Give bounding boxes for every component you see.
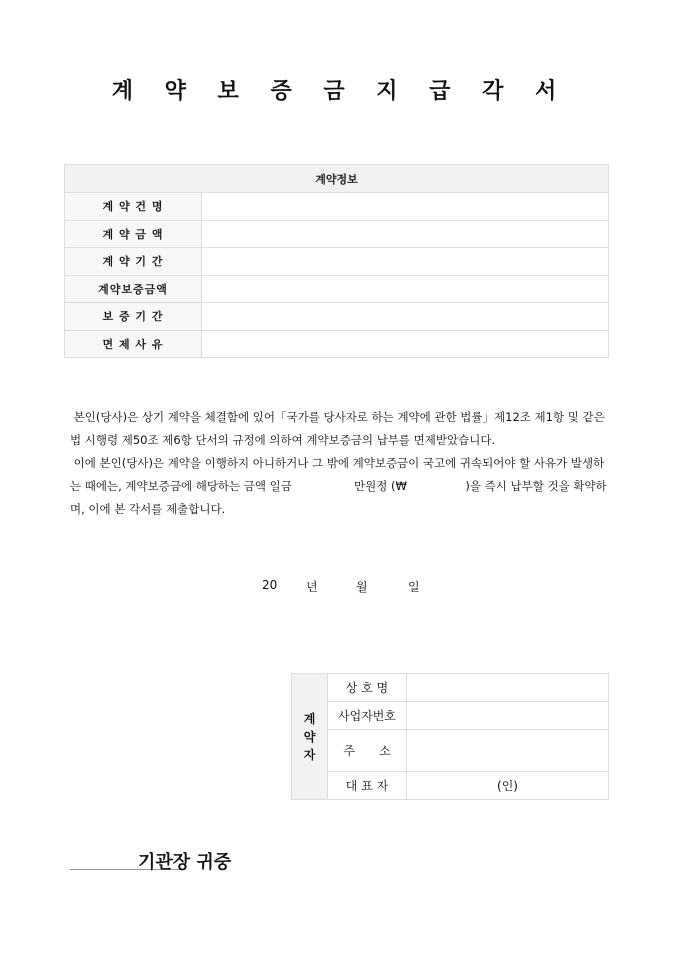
date-year: 년 [306,580,318,594]
row-label: 대 표 자 [328,772,407,800]
date-year-prefix: 20 [262,578,278,592]
contractor-side-label [292,674,328,800]
row-label: 계 약 건 명 [65,193,202,221]
side-char: 계 [303,711,316,726]
contract-period-field[interactable] [202,248,609,276]
row-label: 상 호 명 [328,674,407,702]
exemption-reason-field[interactable] [202,330,609,358]
row-label: 면 제 사 유 [65,330,202,358]
row-label: 계 약 금 액 [65,220,202,248]
date-day: 일 [408,580,420,594]
company-name-field[interactable] [407,674,609,702]
address-field[interactable] [407,730,609,772]
row-label: 보 증 기 간 [65,303,202,331]
deposit-amount-field[interactable] [202,275,609,303]
row-label: 계 약 기 간 [65,248,202,276]
row-label: 계약보증금액 [65,275,202,303]
paragraph-2: 이에 본인(당사)은 계약을 이행하지 아니하거나 그 밖에 계약보증금이 국고에 귀속되어야 할 사유가 발생하는 때에는, 계약보증금에 해당하는 금액 일금 만원정 (₩ )을 즉시 납부할 것을 확약하며, 이에 본 각서를 제출합니다. [70,456,607,516]
document-title: 계 약 보 증 금 지 급 각 서 [111,79,569,104]
side-char: 약 [303,729,316,744]
representative-field[interactable]: (인) [407,772,609,800]
side-char: 자 [303,747,316,762]
date-month: 월 [356,580,368,594]
addressee: 기관장 귀중 [138,852,232,873]
paragraph-1: 본인(당사)은 상기 계약을 체결함에 있어「국가를 당사자로 하는 계약에 관한 법률」제12조 제1항 및 같은 법 시행령 제50조 제6항 단서의 규정에 의하여 계약보증금의 납부를 면제받았습니다. [70,410,609,447]
contract-info-header: 계약정보 [65,165,609,193]
row-label: 주 소 [328,730,407,772]
pledge-text [70,406,615,521]
contract-info-table [64,164,609,358]
contract-name-field[interactable] [202,193,609,221]
contract-amount-field[interactable] [202,220,609,248]
business-number-field[interactable] [407,702,609,730]
guarantee-period-field[interactable] [202,303,609,331]
row-label: 사업자번호 [328,702,407,730]
contractor-table [291,673,609,800]
